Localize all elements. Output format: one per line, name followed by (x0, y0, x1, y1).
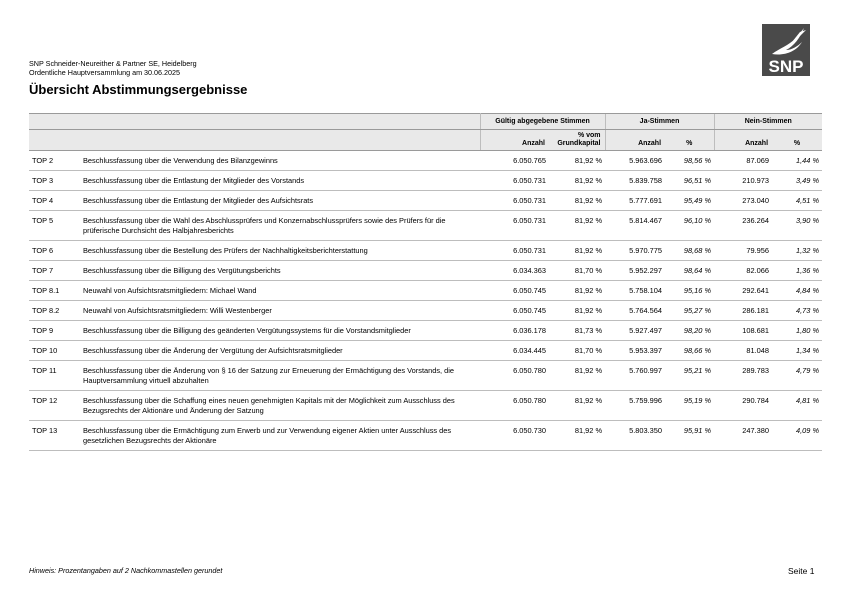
table-row-top-8-1 (29, 281, 822, 301)
valid-votes-pct: 81,92 % (549, 301, 605, 321)
yes-votes-pct: 95,91 % (665, 421, 714, 451)
no-votes-count: 273.040 (714, 191, 772, 211)
agenda-item-description: Beschlussfassung über die Billigung des geänderten Vergütungssystems für die Vorstandsmitglieder (80, 321, 480, 341)
valid-votes-count: 6.050.731 (480, 211, 549, 241)
agenda-item-id: TOP 11 (29, 361, 80, 391)
group-header-row (29, 114, 822, 130)
agenda-item-id: TOP 7 (29, 261, 80, 281)
no-votes-pct: 4,09 % (772, 421, 822, 451)
agenda-item-description: Beschlussfassung über die Änderung von § 16 der Satzung zur Erneuerung der Ermächtigung des Vorstands, die Hauptversammlung virtuell abzuhalten (80, 361, 480, 391)
sub-header-blank (29, 130, 480, 151)
yes-votes-pct: 98,20 % (665, 321, 714, 341)
agenda-item-id: TOP 10 (29, 341, 80, 361)
no-votes-count: 289.783 (714, 361, 772, 391)
valid-votes-count: 6.050.780 (480, 361, 549, 391)
valid-votes-count: 6.050.745 (480, 281, 549, 301)
valid-votes-count: 6.050.731 (480, 171, 549, 191)
footnote: Hinweis: Prozentangaben auf 2 Nachkommastellen gerundet (29, 566, 223, 575)
header-yes-pct: % (665, 130, 714, 151)
valid-votes-pct: 81,92 % (549, 361, 605, 391)
page-title: Übersicht Abstimmungsergebnisse (29, 82, 248, 97)
meeting-date: Ordentliche Hauptversammlung am 30.06.2025 (29, 68, 181, 77)
agenda-item-description: Neuwahl von Aufsichtsratsmitgliedern: Michael Wand (80, 281, 480, 301)
no-votes-count: 247.380 (714, 421, 772, 451)
agenda-item-description: Beschlussfassung über die Wahl des Abschlussprüfers und Konzernabschlussprüfers sowie des Prüfers für die prüferische Durchsicht des Halbjahresberichts (80, 211, 480, 241)
table-row-top-5 (29, 211, 822, 241)
yes-votes-pct: 98,56 % (665, 151, 714, 171)
yes-votes-count: 5.963.696 (605, 151, 665, 171)
yes-votes-count: 5.760.997 (605, 361, 665, 391)
agenda-item-description: Beschlussfassung über die Entlastung der Mitglieder des Vorstands (80, 171, 480, 191)
no-votes-count: 79.956 (714, 241, 772, 261)
agenda-item-id: TOP 3 (29, 171, 80, 191)
no-votes-pct: 4,84 % (772, 281, 822, 301)
no-votes-count: 87.069 (714, 151, 772, 171)
agenda-item-description: Beschlussfassung über die Entlastung der Mitglieder des Aufsichtsrats (80, 191, 480, 211)
no-votes-pct: 4,51 % (772, 191, 822, 211)
yes-votes-count: 5.758.104 (605, 281, 665, 301)
yes-votes-count: 5.803.350 (605, 421, 665, 451)
yes-votes-pct: 96,51 % (665, 171, 714, 191)
valid-votes-count: 6.050.730 (480, 421, 549, 451)
table-row-top-13 (29, 421, 822, 451)
table-row-top-7 (29, 261, 822, 281)
yes-votes-pct: 95,21 % (665, 361, 714, 391)
agenda-item-description: Beschlussfassung über die Ermächtigung zum Erwerb und zur Verwendung eigener Aktien unter Ausschluss des gesetzlichen Bezugsrechts der Aktionäre (80, 421, 480, 451)
agenda-item-id: TOP 8.1 (29, 281, 80, 301)
yes-votes-count: 5.759.996 (605, 391, 665, 421)
yes-votes-pct: 98,66 % (665, 341, 714, 361)
header-yes-votes: Ja-Stimmen (605, 114, 714, 130)
valid-votes-count: 6.036.178 (480, 321, 549, 341)
yes-votes-pct: 95,49 % (665, 191, 714, 211)
agenda-item-description: Beschlussfassung über die Bestellung des Prüfers der Nachhaltigkeitsberichterstattung (80, 241, 480, 261)
yes-votes-count: 5.953.397 (605, 341, 665, 361)
company-name: SNP Schneider-Neureither & Partner SE, Heidelberg (29, 59, 197, 68)
yes-votes-pct: 95,16 % (665, 281, 714, 301)
agenda-item-description: Neuwahl von Aufsichtsratsmitgliedern: Willi Westenberger (80, 301, 480, 321)
yes-votes-count: 5.952.297 (605, 261, 665, 281)
header-blank (29, 114, 480, 130)
yes-votes-pct: 95,19 % (665, 391, 714, 421)
no-votes-pct: 3,90 % (772, 211, 822, 241)
page-number: Seite 1 (788, 566, 815, 576)
agenda-item-description: Beschlussfassung über die Verwendung des Bilanzgewinns (80, 151, 480, 171)
table-row-top-9 (29, 321, 822, 341)
header-valid-pct (549, 130, 605, 151)
yes-votes-pct: 98,64 % (665, 261, 714, 281)
valid-votes-count: 6.050.780 (480, 391, 549, 421)
no-votes-pct: 4,73 % (772, 301, 822, 321)
valid-votes-pct: 81,92 % (549, 241, 605, 261)
valid-votes-pct: 81,92 % (549, 191, 605, 211)
agenda-item-id: TOP 13 (29, 421, 80, 451)
valid-votes-pct: 81,92 % (549, 211, 605, 241)
no-votes-count: 236.264 (714, 211, 772, 241)
table-row-top-11 (29, 361, 822, 391)
yes-votes-pct: 98,68 % (665, 241, 714, 261)
header-valid-pct-line1: % vom (577, 132, 601, 139)
yes-votes-count: 5.970.775 (605, 241, 665, 261)
valid-votes-count: 6.034.363 (480, 261, 549, 281)
table-row-top-2 (29, 151, 822, 171)
agenda-item-id: TOP 6 (29, 241, 80, 261)
no-votes-pct: 4,79 % (772, 361, 822, 391)
valid-votes-pct: 81,73 % (549, 321, 605, 341)
no-votes-count: 82.066 (714, 261, 772, 281)
logo-text: SNP (768, 57, 804, 76)
no-votes-count: 81.048 (714, 341, 772, 361)
yes-votes-count: 5.927.497 (605, 321, 665, 341)
valid-votes-pct: 81,70 % (549, 261, 605, 281)
no-votes-count: 290.784 (714, 391, 772, 421)
header-valid-count: Anzahl (480, 130, 549, 151)
no-votes-count: 108.681 (714, 321, 772, 341)
valid-votes-count: 6.050.731 (480, 241, 549, 261)
valid-votes-count: 6.050.765 (480, 151, 549, 171)
agenda-item-description: Beschlussfassung über die Billigung des Vergütungsberichts (80, 261, 480, 281)
header-yes-count: Anzahl (605, 130, 665, 151)
valid-votes-pct: 81,70 % (549, 341, 605, 361)
no-votes-pct: 1,32 % (772, 241, 822, 261)
agenda-item-id: TOP 2 (29, 151, 80, 171)
valid-votes-pct: 81,92 % (549, 391, 605, 421)
no-votes-pct: 1,80 % (772, 321, 822, 341)
valid-votes-pct: 81,92 % (549, 281, 605, 301)
yes-votes-count: 5.764.564 (605, 301, 665, 321)
no-votes-pct: 1,34 % (772, 341, 822, 361)
no-votes-count: 286.181 (714, 301, 772, 321)
table-row-top-6 (29, 241, 822, 261)
no-votes-pct: 1,36 % (772, 261, 822, 281)
results-table (29, 113, 822, 451)
yes-votes-pct: 95,27 % (665, 301, 714, 321)
table-row-top-12 (29, 391, 822, 421)
agenda-item-id: TOP 8.2 (29, 301, 80, 321)
valid-votes-pct: 81,92 % (549, 171, 605, 191)
sub-header-row (29, 130, 822, 151)
agenda-item-id: TOP 9 (29, 321, 80, 341)
valid-votes-pct: 81,92 % (549, 421, 605, 451)
yes-votes-count: 5.839.758 (605, 171, 665, 191)
valid-votes-pct: 81,92 % (549, 151, 605, 171)
snp-logo (762, 24, 810, 76)
header-valid-votes: Gültig abgegebene Stimmen (480, 114, 605, 130)
table-row-top-4 (29, 191, 822, 211)
header-no-votes: Nein-Stimmen (714, 114, 822, 130)
agenda-item-id: TOP 4 (29, 191, 80, 211)
header-no-pct: % (772, 130, 822, 151)
no-votes-pct: 1,44 % (772, 151, 822, 171)
yes-votes-count: 5.814.467 (605, 211, 665, 241)
valid-votes-count: 6.050.745 (480, 301, 549, 321)
yes-votes-count: 5.777.691 (605, 191, 665, 211)
yes-votes-pct: 96,10 % (665, 211, 714, 241)
table-row-top-3 (29, 171, 822, 191)
valid-votes-count: 6.034.445 (480, 341, 549, 361)
agenda-item-id: TOP 12 (29, 391, 80, 421)
table-row-top-10 (29, 341, 822, 361)
no-votes-pct: 3,49 % (772, 171, 822, 191)
agenda-item-description: Beschlussfassung über die Schaffung eines neuen genehmigten Kapitals mit der Möglichkeit zum Ausschluss des Bezugsrechts der Aktionäre und Änderung der Satzung (80, 391, 480, 421)
agenda-item-description: Beschlussfassung über die Änderung der Vergütung der Aufsichtsratsmitglieder (80, 341, 480, 361)
table-row-top-8-2 (29, 301, 822, 321)
valid-votes-count: 6.050.731 (480, 191, 549, 211)
no-votes-pct: 4,81 % (772, 391, 822, 421)
header-valid-pct-line2: Grundkapital (557, 140, 601, 147)
snp-logo-graphic (762, 24, 810, 76)
no-votes-count: 210.973 (714, 171, 772, 191)
header-no-count: Anzahl (714, 130, 772, 151)
no-votes-count: 292.641 (714, 281, 772, 301)
agenda-item-id: TOP 5 (29, 211, 80, 241)
